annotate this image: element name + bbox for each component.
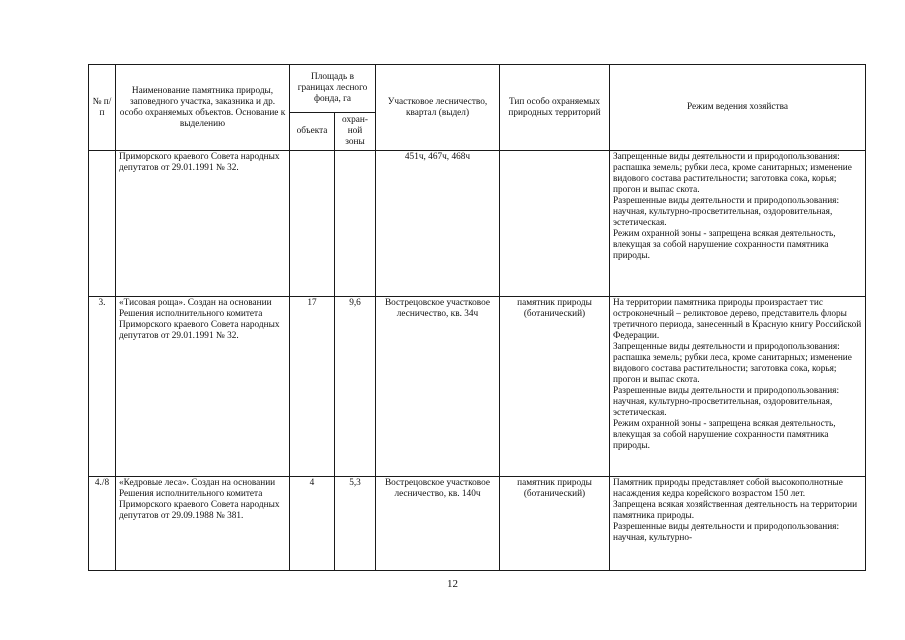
row-type: [500, 151, 610, 297]
header-num: № п/п: [89, 65, 116, 151]
row-num: 4./8: [89, 477, 116, 571]
row-area-zone: [335, 151, 376, 297]
header-forestry: Участковое лесничество, квартал (выдел): [376, 65, 500, 151]
row-num: [89, 151, 116, 297]
mode-paragraph: На территории памятника природы произрастает тис остроконечный – реликтовое дерево, представитель флоры третичного периода, занесенный в Красную книгу Российской Федерации.: [613, 298, 862, 341]
header-area-zone: охран-ной зоны: [335, 113, 376, 151]
mode-paragraph: Памятник природы представляет собой высокополнотные насаждения кедра корейского возрастом 150 лет.: [613, 478, 843, 499]
mode-paragraph: Разрешенные виды деятельности и природопользования: научная, культурно-: [613, 522, 840, 543]
row-area-object: [290, 151, 335, 297]
row-forestry: 451ч, 467ч, 468ч: [376, 151, 500, 297]
mode-paragraph: Запрещена всякая хозяйственная деятельность на территории памятника природы.: [613, 500, 858, 521]
row-area-zone: 5,3: [335, 477, 376, 571]
row-name: Приморского краевого Совета народных депутатов от 29.01.1991 № 32.: [116, 151, 290, 297]
header-name: Наименование памятника природы, заповедного участка, заказника и др. особо охраняемых объектов. Основание к выделению: [116, 65, 290, 151]
row-num: 3.: [89, 297, 116, 477]
header-mode: Режим ведения хозяйства: [610, 65, 866, 151]
row-mode: [610, 297, 866, 477]
row-area-object: 17: [290, 297, 335, 477]
table-row: [89, 151, 866, 297]
page-number: 12: [447, 578, 458, 590]
row-type: памятник природы (ботанический): [500, 297, 610, 477]
header-area: Площадь в границах лесного фонда, га: [290, 65, 376, 113]
header-type: Тип особо охраняемых природных территорий: [500, 65, 610, 151]
table-row: [89, 477, 866, 571]
row-area-object: 4: [290, 477, 335, 571]
table-row: [89, 297, 866, 477]
nature-monuments-table: [88, 64, 866, 571]
mode-paragraph: Запрещенные виды деятельности и природопользования: распашка земель; рубки леса, кроме санитарных; изменение видового состава растительности; заготовка сока, корья; прогон и выпас скота.: [613, 342, 852, 385]
row-mode: [610, 151, 866, 297]
row-forestry: Вострецовское участковое лесничество, кв. 140ч: [376, 477, 500, 571]
row-name: «Тисовая роща». Создан на основании Решения исполнительного комитета Приморского краевого Совета народных депутатов от 29.01.1991 № 32.: [116, 297, 290, 477]
mode-paragraph: Режим охранной зоны - запрещена всякая деятельность, влекущая за собой нарушение сохранности памятника природы.: [613, 229, 836, 261]
row-type: памятник природы (ботанический): [500, 477, 610, 571]
row-area-zone: 9,6: [335, 297, 376, 477]
header-area-object: объекта: [290, 113, 335, 151]
row-forestry: Вострецовское участковое лесничество, кв. 34ч: [376, 297, 500, 477]
mode-paragraph: Разрешенные виды деятельности и природопользования: научная, культурно-просветительная, оздоровительная, эстетическая.: [613, 386, 840, 418]
row-name: «Кедровые леса». Создан на основании Решения исполнительного комитета Приморского краевого Совета народных депутатов от 29.09.1988 № 381.: [116, 477, 290, 571]
row-mode: [610, 477, 866, 571]
mode-paragraph: Режим охранной зоны - запрещена всякая деятельность, влекущая за собой нарушение сохранности памятника природы.: [613, 419, 836, 451]
mode-paragraph: Разрешенные виды деятельности и природопользования: научная, культурно-просветительная, оздоровительная, эстетическая.: [613, 196, 840, 228]
mode-paragraph: Запрещенные виды деятельности и природопользования: распашка земель; рубки леса, кроме санитарных; изменение видового состава растительности; заготовка сока, корья; прогон и выпас скота.: [613, 152, 852, 195]
